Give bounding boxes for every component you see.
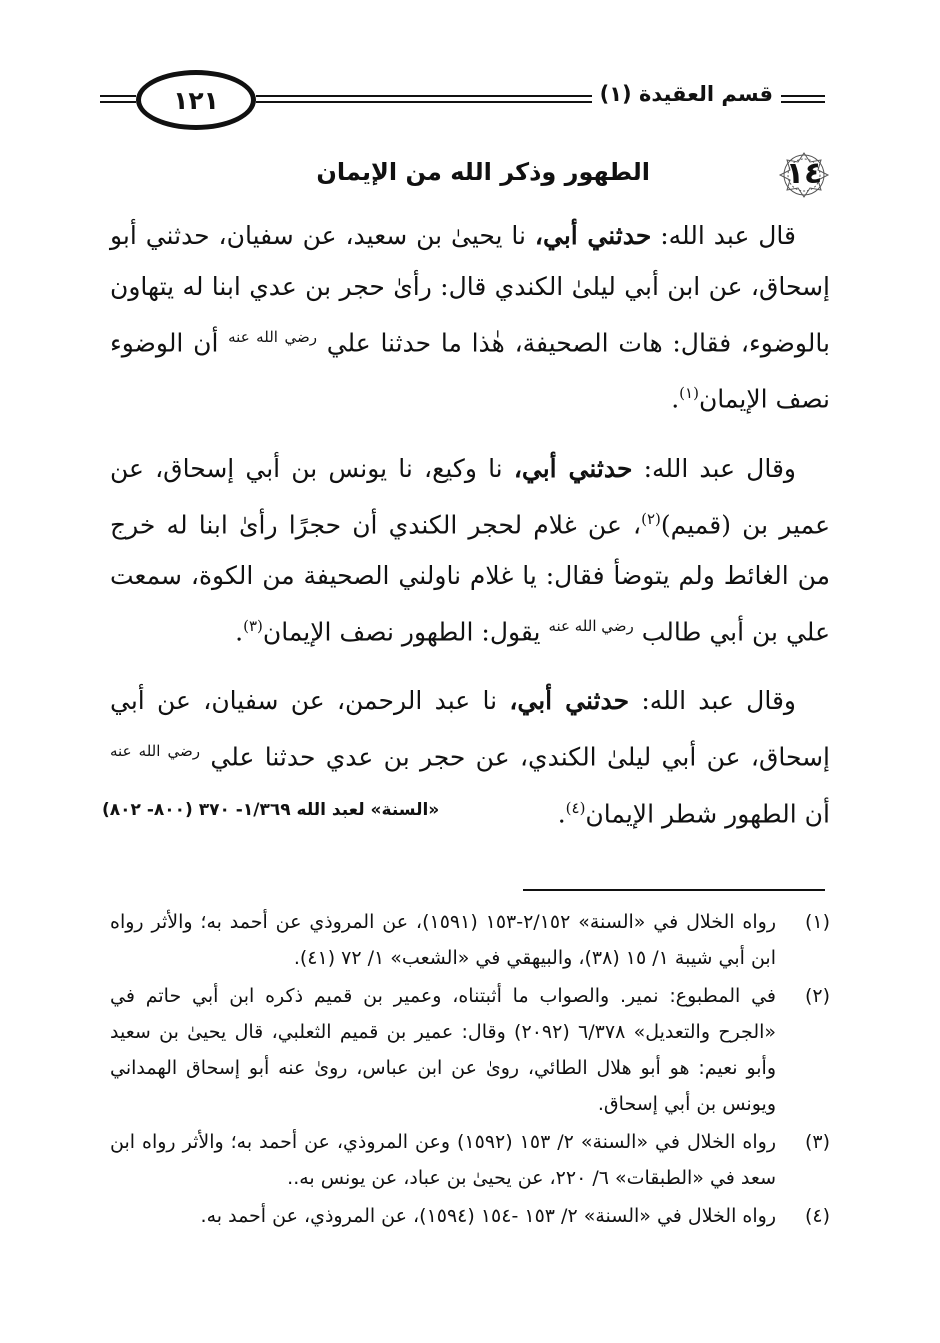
paragraph-text: نا يحيىٰ بن سعيد، عن سفيان، حدثني أبو إسحاق، عن ابن أبي ليلىٰ الكندي قال: رأىٰ حجر بن عدي ابنا له يتهاون بالوضوء، فقال: هات الصحيفة، هٰذا ما حدثنا علي [110,221,830,358]
footnote-text: رواه الخلال في «السنة» ٢/ ١٥٣ -١٥٤ (١٥٩٤)، عن المروذي، عن أحمد به. [200,1205,776,1227]
footnote-text: في المطبوع: نمير. والصواب ما أثبتناه، وعمير بن قميم ذكره ابن أبي حاتم في «الجرح والتعديل» ٦/٣٧٨ (٢٠٩٢) وقال: عمير بن قميم الثعلبي، قال يحيىٰ بن سعيد وأبو نعيم: هو أبو هلال الطائي، روىٰ عن ابن عباس، روىٰ عنه أبو إسحاق الهمداني ويونس بن أبي إسحاق. [110,985,777,1115]
honorific-glyph: رضي الله عنه [548,616,634,635]
paragraph-text: أن الطهور شطر الإيمان [585,798,830,828]
header-rule-left-bottom [100,101,136,103]
footnote-marker: (٣) [243,616,263,635]
section-heading [110,150,835,200]
paragraph-text: ، عن غلام لحجر الكندي أن حجرًا رأىٰ ابنا له خرج من الغائط ولم يتوضأ فقال: يا غلام ناولني الصحيفة من الكوة، سمعت علي بن أبي طالب [110,509,830,647]
footnote-divider [523,889,825,891]
page-number: ١٢١ [173,85,219,115]
header-rule-left-top [100,95,136,97]
paragraph-text: قال عبد الله: [651,221,796,250]
footnote-number: (١) [804,911,830,933]
chain-lead: حدثني أبي، [513,453,633,483]
footnote-text: رواه الخلال في «السنة» ٢/ ١٥٣ (١٥٩٢) وعن المروذي، عن أحمد به؛ والأثر رواه ابن سعد في «الطبقات» ٦/ ٢٢٠، عن يحيىٰ بن عباد، عن يونس به.. [110,1131,776,1189]
hadith-paragraph-1 [110,210,830,425]
section-title: الطهور وذكر الله من الإيمان [316,158,650,186]
chain-lead: حدثني أبي، [534,221,652,250]
footnote-marker: (١) [679,384,699,403]
paragraph-text: نا وكيع، نا يونس بن أبي إسحاق، عن عمير بن (قميم) [110,453,830,539]
footnote-item [110,1198,830,1234]
source-reference: «السنة» لعبد الله ١/٣٦٩- ٣٧٠ (٨٠٠- ٨٠٢) [102,800,440,820]
paragraph-text: يقول: الطهور نصف الإيمان [262,617,549,647]
paragraph-end: . [235,617,244,647]
paragraph-text: أن الوضوء نصف الإيمان [110,328,830,414]
footnote-item [110,978,830,1122]
footnote-item [110,904,830,976]
footnote-number: (٢) [804,985,830,1007]
chain-lead: حدثني أبي، [509,686,630,716]
footnote-marker: (٢) [641,509,661,528]
running-head: قسم العقيدة (١) [592,82,781,106]
honorific-glyph: رضي الله عنه [228,328,317,346]
paragraph-end: . [557,798,566,828]
page-header [100,70,825,142]
section-number-badge [773,150,835,200]
footnote-number: (٤) [804,1205,830,1227]
paragraph-text: وقال عبد الله: [629,686,796,716]
footnote-item [110,1124,830,1196]
section-number: ١٤ [785,156,823,191]
footnotes [110,904,830,1236]
honorific-glyph: رضي الله عنه [110,742,201,761]
footnote-marker: (٤) [565,798,586,817]
paragraph-text: وقال عبد الله: [632,453,796,483]
page-number-badge [136,70,256,130]
paragraph-end: . [671,384,680,414]
footnote-text: رواه الخلال في «السنة» ٢/١٥٢-١٥٣ (١٥٩١)، عن المروذي عن أحمد به؛ والأثر رواه ابن أبي شيبة ١/ ١٥ (٣٨)، والبيهقي في «الشعب» ١/ ٧٢ (٤١). [110,911,777,969]
paragraph-text: نا عبد الرحمن، عن سفيان، عن أبي إسحاق، عن أبي ليلىٰ الكندي، عن حجر بن عدي حدثنا علي [110,686,830,772]
footnote-number: (٣) [804,1131,830,1153]
main-text [110,210,830,857]
hadith-paragraph-2 [110,443,830,658]
